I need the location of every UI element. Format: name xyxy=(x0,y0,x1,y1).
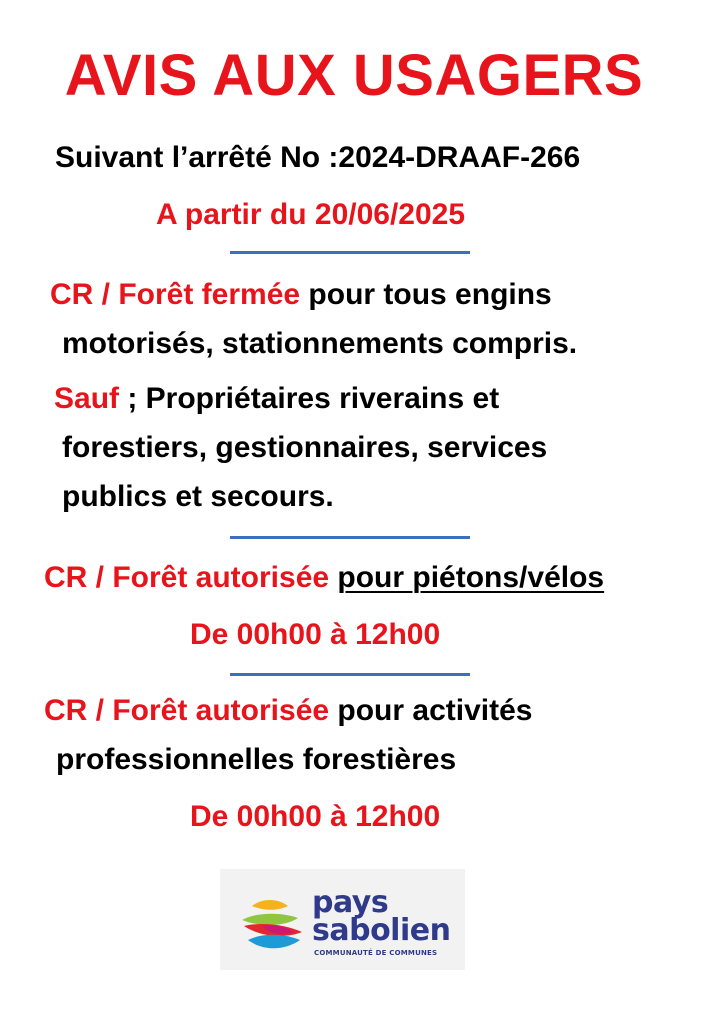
section3-text-line1: pour activités xyxy=(329,694,533,727)
section1-text-line2: motorisés, stationnements compris. xyxy=(62,327,578,360)
divider-3 xyxy=(230,673,470,676)
section2-hours: De 00h00 à 12h00 xyxy=(190,618,441,651)
exception-text-line3: publics et secours. xyxy=(62,480,334,513)
section3-hours: De 00h00 à 12h00 xyxy=(190,800,441,833)
decree-reference: Suivant l’arrêté No :2024-DRAAF-266 xyxy=(55,141,581,174)
exception-highlight: Sauf xyxy=(54,382,120,415)
section1-highlight: CR / Forêt fermée xyxy=(50,278,301,311)
section3-highlight: CR / Forêt autorisée xyxy=(44,694,330,727)
section1-line1 xyxy=(50,277,552,313)
section2-text-line1: pour piétons/vélos xyxy=(337,561,605,594)
divider-2 xyxy=(230,536,470,539)
section2-line1 xyxy=(44,560,604,596)
section3-text-line2: professionnelles forestières xyxy=(56,743,457,776)
pays-sabolien-logo-mark-icon xyxy=(238,896,306,954)
divider-1 xyxy=(230,251,470,254)
pays-sabolien-logo xyxy=(220,869,465,970)
logo-subtitle: COMMUNAUTÉ DE COMMUNES xyxy=(314,949,438,957)
section3-line1 xyxy=(44,693,532,729)
exception-text-line1: ; Propriétaires riverains et xyxy=(119,382,500,415)
logo-line1: pays xyxy=(312,885,389,920)
section2-highlight: CR / Forêt autorisée xyxy=(44,561,330,594)
exception-line1 xyxy=(54,381,499,417)
logo-line2: sabolien xyxy=(312,913,451,948)
section1-text-line1: pour tous engins xyxy=(300,278,552,311)
start-date: A partir du 20/06/2025 xyxy=(156,198,466,231)
exception-text-line2: forestiers, gestionnaires, services xyxy=(62,431,548,464)
notice-title: AVIS AUX USAGERS xyxy=(64,43,644,108)
